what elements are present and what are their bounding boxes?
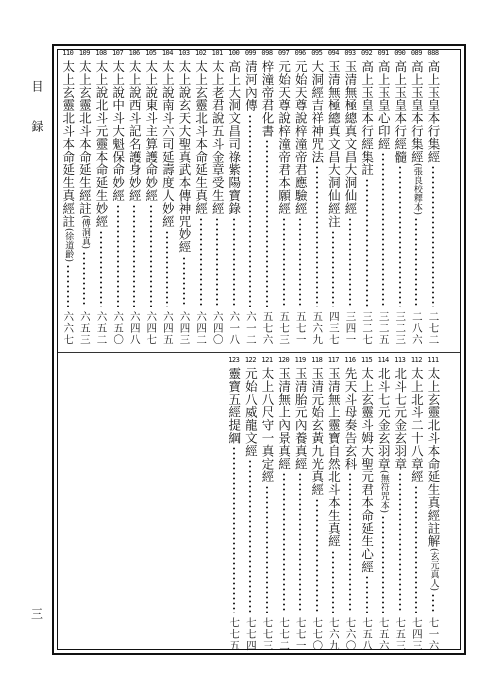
entry-page-number: 六五二 bbox=[95, 310, 108, 345]
entry-number: 109 bbox=[78, 49, 90, 57]
entry-page-number: 三二三 bbox=[394, 310, 407, 345]
entry-number: 091 bbox=[377, 49, 389, 57]
toc-entry bbox=[393, 357, 407, 651]
entry-page-number: 五七六 bbox=[261, 310, 274, 345]
entry-page-number: 七一六 bbox=[427, 616, 440, 651]
entry-number: 108 bbox=[95, 49, 107, 57]
leader-dots bbox=[366, 575, 368, 612]
toc-entry bbox=[127, 50, 141, 345]
toc-entry bbox=[277, 357, 291, 651]
toc-entry bbox=[277, 50, 291, 345]
entry-title: 元始八威龍文經 bbox=[243, 367, 259, 458]
entry-note: (無符咒本) bbox=[378, 470, 389, 514]
leader-dots bbox=[332, 550, 334, 613]
entry-page-number: 三二五 bbox=[377, 310, 390, 345]
entry-title: 太上說南斗六司延壽度人妙經 bbox=[160, 60, 176, 228]
entry-page-number: 六四八 bbox=[128, 310, 141, 345]
entry-page-number: 七七二 bbox=[278, 616, 291, 651]
entry-number: 115 bbox=[361, 356, 373, 364]
entry-number: 092 bbox=[361, 49, 373, 57]
entry-page-number: 六四七 bbox=[145, 310, 158, 345]
entry-title: 北斗七元金玄羽章 bbox=[376, 367, 392, 471]
entry-page-number: 七四三 bbox=[410, 616, 423, 651]
toc-entry bbox=[426, 50, 440, 345]
toc-entry bbox=[210, 50, 224, 345]
entry-page-number: 七七三 bbox=[261, 616, 274, 651]
entry-page-number: 五七一 bbox=[294, 310, 307, 345]
entry-number: 096 bbox=[294, 49, 306, 57]
entry-title: 高上玉皇本行集經 bbox=[409, 60, 425, 164]
leader-dots bbox=[332, 230, 334, 307]
entry-title: 高上玉皇本行集經 bbox=[426, 60, 441, 164]
toc-entry bbox=[409, 50, 423, 345]
entry-page-number: 六六七 bbox=[62, 310, 75, 345]
entry-page-number: 七七四 bbox=[244, 616, 257, 651]
entry-number: 088 bbox=[427, 49, 439, 57]
entry-number: 090 bbox=[394, 49, 406, 57]
entry-page-number: 七七〇 bbox=[311, 616, 324, 651]
toc-entry bbox=[260, 50, 274, 345]
toc-entry bbox=[160, 50, 174, 345]
leader-dots bbox=[183, 256, 185, 307]
entry-title: 太上說玄天大聖真武本傳神咒妙經 bbox=[177, 60, 192, 254]
leader-dots bbox=[299, 217, 301, 307]
entry-title: 太上說東斗主算護命妙經 bbox=[143, 60, 159, 202]
entry-number: 104 bbox=[161, 49, 173, 57]
leader-dots bbox=[283, 472, 285, 612]
entry-title: 玉清無極總真文昌大洞仙經注 bbox=[326, 60, 342, 228]
entry-number: 094 bbox=[327, 49, 339, 57]
entry-title: 太上玄靈北斗本命延生經註 bbox=[77, 60, 93, 215]
leader-dots bbox=[100, 230, 102, 307]
entry-title: 清河內傳 bbox=[243, 60, 259, 112]
entry-number: 119 bbox=[294, 356, 306, 364]
entry-number: 097 bbox=[278, 49, 290, 57]
entry-number: 111 bbox=[427, 356, 439, 364]
toc-entry bbox=[293, 50, 307, 345]
toc-entry bbox=[310, 357, 324, 651]
entry-page-number: 四三七 bbox=[327, 310, 340, 345]
leader-dots bbox=[166, 230, 168, 307]
leader-dots bbox=[366, 178, 368, 306]
entry-note: (張良校釋本) bbox=[411, 163, 422, 216]
entry-title: 太上八尺守一真定經 bbox=[260, 367, 275, 484]
leader-dots bbox=[249, 114, 251, 307]
entry-note: (傅洞真) bbox=[79, 214, 90, 249]
leader-dots bbox=[67, 264, 69, 307]
entry-title: 太上說西斗記名護身妙經 bbox=[127, 60, 143, 202]
entry-title: 太上玄靈斗姆大聖元君本命延生心經 bbox=[359, 367, 375, 574]
entry-number: 100 bbox=[228, 49, 240, 57]
leader-dots bbox=[150, 204, 152, 307]
entry-page-number: 七六〇 bbox=[344, 616, 357, 651]
entry-number: 112 bbox=[410, 356, 422, 364]
toc-entry bbox=[376, 357, 390, 651]
toc-entry bbox=[360, 357, 374, 651]
leader-dots bbox=[200, 217, 202, 307]
entry-number: 098 bbox=[261, 49, 273, 57]
toc-entry bbox=[310, 50, 324, 345]
leader-dots bbox=[415, 485, 417, 612]
toc-entry bbox=[326, 357, 340, 651]
toc-entry bbox=[243, 357, 257, 651]
toc-entry bbox=[260, 357, 274, 651]
entry-number: 114 bbox=[377, 356, 389, 364]
entry-title: 太上玄靈北斗本命延生真經註解 bbox=[426, 367, 441, 548]
toc-entry bbox=[227, 357, 241, 651]
margin-title: 目 録 bbox=[30, 80, 44, 144]
leader-dots bbox=[233, 217, 235, 307]
entry-title: 靈寶五經提綱 bbox=[226, 367, 242, 445]
entry-number: 110 bbox=[62, 49, 74, 57]
entry-title: 高上玉皇本行經髓 bbox=[392, 60, 408, 164]
leader-dots bbox=[216, 217, 218, 307]
toc-entry bbox=[343, 357, 357, 651]
entry-page-number: 六四二 bbox=[195, 310, 208, 345]
toc-entry bbox=[61, 50, 75, 345]
entry-number: 117 bbox=[327, 356, 339, 364]
entry-note: (徐道齡) bbox=[63, 227, 74, 262]
entry-number: 102 bbox=[195, 49, 207, 57]
toc-entry bbox=[343, 50, 357, 345]
leader-dots bbox=[233, 446, 235, 612]
entry-title: 玉清胎元內養真經 bbox=[293, 367, 309, 471]
entry-page-number: 七七一 bbox=[294, 616, 307, 651]
entry-page-number: 二七二 bbox=[427, 310, 440, 345]
entry-number: 093 bbox=[344, 49, 356, 57]
entry-title: 北斗七元金玄羽章 bbox=[392, 367, 408, 471]
entry-page-number: 七五八 bbox=[361, 616, 374, 651]
leader-dots bbox=[382, 515, 384, 612]
entry-page-number: 六四五 bbox=[161, 310, 174, 345]
leader-dots bbox=[432, 165, 434, 306]
section-divider bbox=[58, 352, 460, 353]
entry-page-number: 七五三 bbox=[394, 616, 407, 651]
entry-page-number: 三二七 bbox=[361, 310, 374, 345]
leader-dots bbox=[415, 217, 417, 306]
leader-dots bbox=[249, 459, 251, 612]
entry-title: 太上說中斗大魁保命妙經 bbox=[110, 60, 126, 202]
toc-entry bbox=[194, 50, 208, 345]
toc-entry bbox=[326, 50, 340, 345]
entry-title: 太上玄靈北斗本命延生真經 bbox=[193, 60, 209, 215]
entry-page-number: 七六九 bbox=[327, 616, 340, 651]
leader-dots bbox=[266, 485, 268, 612]
entry-page-number: 六五〇 bbox=[112, 310, 125, 345]
entry-number: 101 bbox=[211, 49, 223, 57]
entry-page-number: 六一二 bbox=[244, 310, 257, 345]
leader-dots bbox=[349, 217, 351, 307]
entry-number: 106 bbox=[128, 49, 140, 57]
entry-title: 先天斗母奏告玄科 bbox=[343, 367, 358, 471]
entry-number: 103 bbox=[178, 49, 190, 57]
entry-number: 105 bbox=[145, 49, 157, 57]
entry-number: 121 bbox=[261, 356, 273, 364]
entry-number: 122 bbox=[244, 356, 256, 364]
entry-page-number: 五六九 bbox=[311, 310, 324, 345]
leader-dots bbox=[316, 498, 318, 613]
entry-number: 123 bbox=[228, 356, 240, 364]
leader-dots bbox=[382, 152, 384, 306]
entry-page-number: 六五三 bbox=[78, 310, 91, 345]
entry-title: 玉清無上靈寶自然北斗本生真經 bbox=[326, 367, 342, 548]
entry-title: 高上大洞文昌司祿紫陽寶錄 bbox=[226, 60, 242, 215]
entry-number: 089 bbox=[410, 49, 422, 57]
leader-dots bbox=[316, 165, 318, 306]
entry-page-number: 七七五 bbox=[228, 616, 241, 651]
leader-dots bbox=[349, 472, 351, 612]
toc-entry bbox=[409, 357, 423, 651]
entry-page-number: 五七三 bbox=[278, 310, 291, 345]
leader-dots bbox=[283, 217, 285, 307]
entry-title: 高上玉皇本行經集註 bbox=[359, 60, 375, 177]
leader-dots bbox=[399, 472, 401, 612]
toc-entry bbox=[243, 50, 257, 345]
entry-title: 太上玄靈北斗本命延生真經註 bbox=[60, 60, 76, 228]
leader-dots bbox=[299, 472, 301, 612]
entry-page-number: 七五六 bbox=[377, 616, 390, 651]
toc-entry bbox=[393, 50, 407, 345]
entry-title: 玉清無上內景真經 bbox=[276, 367, 292, 471]
entry-title: 梓潼帝君化書 bbox=[260, 60, 275, 138]
entry-title: 高上玉皇心印經 bbox=[376, 60, 392, 151]
entry-number: 116 bbox=[344, 356, 356, 364]
leader-dots bbox=[83, 251, 85, 307]
entry-title: 玉清無極總真文昌大洞仙經 bbox=[343, 60, 358, 215]
leader-dots bbox=[117, 204, 119, 307]
entry-page-number: 六一八 bbox=[228, 310, 241, 345]
entry-number: 107 bbox=[112, 49, 124, 57]
entry-title: 玉清元始玄黃九光真經 bbox=[309, 367, 325, 496]
entry-number: 113 bbox=[394, 356, 406, 364]
entry-title: 太上老君說五斗金章受生經 bbox=[210, 60, 226, 215]
toc-entry bbox=[144, 50, 158, 345]
leader-dots bbox=[133, 204, 135, 307]
toc-entry bbox=[360, 50, 374, 345]
entry-number: 095 bbox=[311, 49, 323, 57]
toc-entry bbox=[94, 50, 108, 345]
toc-entry bbox=[293, 357, 307, 651]
entry-page-number: 六四三 bbox=[178, 310, 191, 345]
entry-page-number: 二八六 bbox=[410, 310, 423, 345]
toc-entry bbox=[177, 50, 191, 345]
leader-dots bbox=[266, 139, 268, 306]
toc-entry bbox=[376, 50, 390, 345]
margin-page-number: 三 bbox=[30, 607, 43, 621]
entry-number: 118 bbox=[311, 356, 323, 364]
toc-entry bbox=[227, 50, 241, 345]
entry-number: 099 bbox=[244, 49, 256, 57]
entry-note: (玄元真人) bbox=[428, 547, 439, 591]
entry-title: 大洞經吉祥神咒法 bbox=[309, 60, 325, 164]
toc-entry bbox=[111, 50, 125, 345]
entry-title: 太上北斗二十八章經 bbox=[409, 367, 425, 484]
leader-dots bbox=[399, 165, 401, 306]
entry-page-number: 六四〇 bbox=[211, 310, 224, 345]
entry-title: 太上說北斗元靈本命延生妙經 bbox=[94, 60, 109, 228]
toc-entry bbox=[77, 50, 91, 345]
entry-title: 元始天尊說梓潼帝君本願經 bbox=[276, 60, 292, 215]
toc-entry bbox=[426, 357, 440, 651]
leader-dots bbox=[432, 593, 434, 613]
entry-title: 元始天尊說梓潼帝君應驗經 bbox=[293, 60, 309, 215]
entry-number: 120 bbox=[278, 356, 290, 364]
entry-page-number: 三四一 bbox=[344, 310, 357, 345]
